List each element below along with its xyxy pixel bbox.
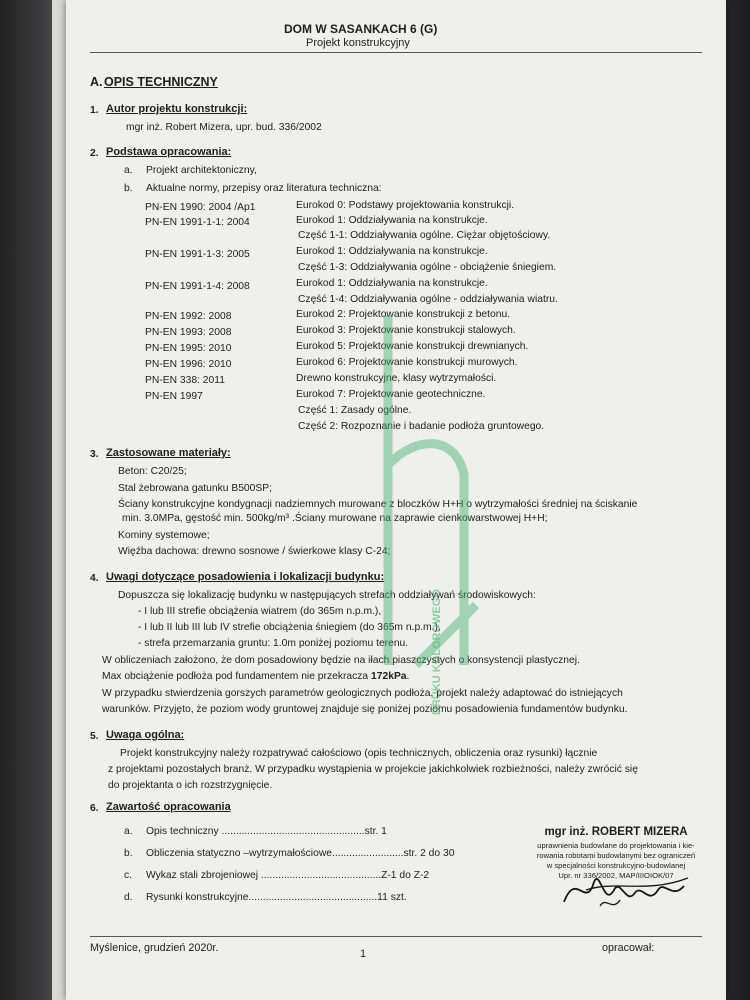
s4-num: 4. [90, 573, 99, 584]
s1-text: mgr inż. Robert Mizera, upr. bud. 336/2002 [126, 122, 322, 133]
s2-a-mark: a. [124, 165, 133, 176]
section-a-label: A. [90, 75, 103, 89]
norm-right: Część 1-4: Oddziaływania ogólne - oddziaływania wiatru. [298, 294, 558, 305]
s4-line3: W przypadku stwierdzenia gorszych parametrów geologicznych podłoża, projekt należy adaptować do istniejących [102, 688, 623, 699]
norm-right: Eurokod 5: Projektowanie konstrukcji drewnianych. [296, 341, 529, 352]
s3-num: 3. [90, 449, 99, 460]
header-rule [90, 52, 702, 53]
norm-left: PN-EN 1997 [145, 391, 203, 402]
footer-place-date: Myślenice, grudzień 2020r. [90, 942, 219, 954]
s6-title: Zawartość opracowania [106, 801, 231, 813]
s4-line1: W obliczeniach założono, że dom posadowiony będzie na iłach piaszczystych o konsystencji plastycznej. [102, 655, 580, 666]
s3-line: Beton: C20/25; [118, 466, 187, 477]
s6-item-mark: a. [124, 826, 133, 837]
s4-intro: Dopuszcza się lokalizację budynku w następujących strefach oddziaływań środowiskowych: [118, 590, 536, 601]
signature-name: mgr inż. ROBERT MIZERA [544, 826, 688, 838]
s4-bullet: - I lub III strefie obciążenia wiatrem (do 365m n.p.m.), [138, 606, 382, 617]
s5-line: Projekt konstrukcyjny należy rozpatrywać całościowo (opis technicznych, obliczenia oraz rysunki) łącznie [120, 748, 598, 759]
norm-right: Eurokod 2: Projektowanie konstrukcji z betonu. [296, 309, 511, 320]
signature-line: w specjalności konstrukcyjno-budowlanej [546, 861, 686, 870]
norm-right: Eurokod 7: Projektowanie geotechniczne. [296, 389, 486, 400]
norm-left: PN-EN 1990: 2004 /Ap1 [145, 202, 256, 213]
s6-num: 6. [90, 803, 99, 814]
signature-line: uprawnienia budowlane do projektowania i kie- [537, 841, 695, 850]
footer-page-number: 1 [360, 948, 367, 960]
s2-a-text: Projekt architektoniczny, [146, 165, 257, 176]
s6-item-mark: b. [124, 848, 133, 859]
s3-line: Ściany konstrukcyjne kondygnacji nadziemnych murowane z bloczków H+H o wytrzymałości średniej na ściskanie [118, 499, 638, 510]
norm-left: PN-EN 1991-1-3: 2005 [145, 249, 250, 260]
s1-num: 1. [90, 105, 99, 116]
norm-right: Eurokod 6: Projektowanie konstrukcji murowych. [296, 357, 518, 368]
s6-item-text: Rysunki konstrukcyjne.............................................11 szt. [146, 892, 407, 903]
s3-line: Kominy systemowe; [118, 530, 210, 541]
s4-line4: warunków. Przyjęto, że poziom wody gruntowej znajduje się poniżej poziomu posadowienia fundamentów budynku. [102, 704, 628, 715]
s2-num: 2. [90, 148, 99, 159]
s4-bullet: - strefa przemarzania gruntu: 1.0m poniżej poziomu terenu. [138, 638, 409, 649]
norm-left: PN-EN 338: 2011 [145, 375, 225, 386]
stamp-text: DRUKU KOLOROWEGO [431, 589, 443, 715]
s3-line: Stal żebrowana gatunku B500SP; [118, 483, 272, 494]
s4-line2: Max obciążenie podłoża pod fundamentem nie przekracza 172kPa. [102, 671, 410, 682]
s5-line: z projektami pozostałych branż. W przypadku wystąpienia w projekcie jakichkolwiek rozbieżności, należy zwrócić się [108, 764, 638, 775]
s3-title: Zastosowane materiały: [106, 447, 231, 459]
page-edge [52, 0, 66, 1000]
norm-right: Część 1: Zasady ogólne. [298, 405, 412, 416]
signature-line: rowania robotami budowlanymi bez ograniczeń [536, 851, 696, 860]
header-subtitle: Projekt konstrukcyjny [306, 37, 410, 49]
norm-right: Eurokod 0: Podstawy projektowania konstrukcji. [296, 200, 515, 211]
s4-bullet: - I lub II lub III lub IV strefie obciążenia śniegiem (do 365m n.p.m.), [138, 622, 441, 633]
s5-title: Uwaga ogólna: [106, 729, 185, 741]
document-page [66, 0, 726, 1000]
s4-title: Uwagi dotyczące posadowienia i lokalizacji budynku: [106, 571, 385, 583]
norm-right: Eurokod 1: Oddziaływania na konstrukcje. [296, 215, 488, 226]
s5-num: 5. [90, 731, 99, 742]
norm-right: Eurokod 1: Oddziaływania na konstrukcje. [296, 278, 488, 289]
s2-b-mark: b. [124, 183, 133, 194]
norm-right: Część 2: Rozpoznanie i badanie podłoża gruntowego. [298, 421, 545, 432]
background-right [722, 0, 750, 1000]
s1-title: Autor projektu konstrukcji: [106, 103, 248, 115]
s6-item-text: Opis techniczny ..................................................str. 1 [146, 826, 387, 837]
norm-left: PN-EN 1992: 2008 [145, 311, 232, 322]
header-title: DOM W SASANKACH 6 (G) [284, 22, 438, 36]
norm-left: PN-EN 1991-1-1: 2004 [145, 217, 250, 228]
s6-item-mark: d. [124, 892, 133, 903]
signature-line: Upr. nr 336/2002, MAP/IIIOIOK/07 [558, 871, 674, 880]
norm-left: PN-EN 1995: 2010 [145, 343, 232, 354]
norm-right: Eurokod 1: Oddziaływania na konstrukcje. [296, 246, 488, 257]
norm-right: Część 1-3: Oddziaływania ogólne - obciążenie śniegiem. [298, 262, 557, 273]
footer-rule [90, 936, 702, 937]
norm-right: Część 1-1: Oddziaływania ogólne. Ciężar objętościowy. [298, 230, 551, 241]
s6-item-mark: c. [124, 870, 133, 881]
footer-prepared: opracował: [602, 942, 655, 954]
s2-b-text: Aktualne normy, przepisy oraz literatura techniczna: [146, 183, 382, 194]
s5-line: do projektanta o ich rozstrzygnięcie. [108, 780, 273, 791]
s3-line: min. 3.0MPa, gęstość min. 500kg/m³ .Ściany murowane na zaprawie cienkowarstwowej H+H; [122, 513, 548, 524]
handwritten-signature [556, 860, 696, 920]
norm-right: Eurokod 3: Projektowanie konstrukcji stalowych. [296, 325, 516, 336]
s6-item-text: Wykaz stali zbrojeniowej ..........................................Z-1 do Z-2 [146, 870, 430, 881]
color-print-stamp [376, 305, 486, 725]
norm-left: PN-EN 1991-1-4: 2008 [145, 281, 250, 292]
norm-left: PN-EN 1993: 2008 [145, 327, 232, 338]
norm-left: PN-EN 1996: 2010 [145, 359, 232, 370]
norm-right: Drewno konstrukcyjne, klasy wytrzymałości. [296, 373, 497, 384]
s3-line: Więźba dachowa: drewno sosnowe / świerkowe klasy C-24; [118, 546, 391, 557]
section-a-title: OPIS TECHNICZNY [104, 75, 218, 89]
s6-item-text: Obliczenia statyczno –wytrzymałościowe.........................str. 2 do 30 [146, 848, 455, 859]
s2-title: Podstawa opracowania: [106, 146, 232, 158]
